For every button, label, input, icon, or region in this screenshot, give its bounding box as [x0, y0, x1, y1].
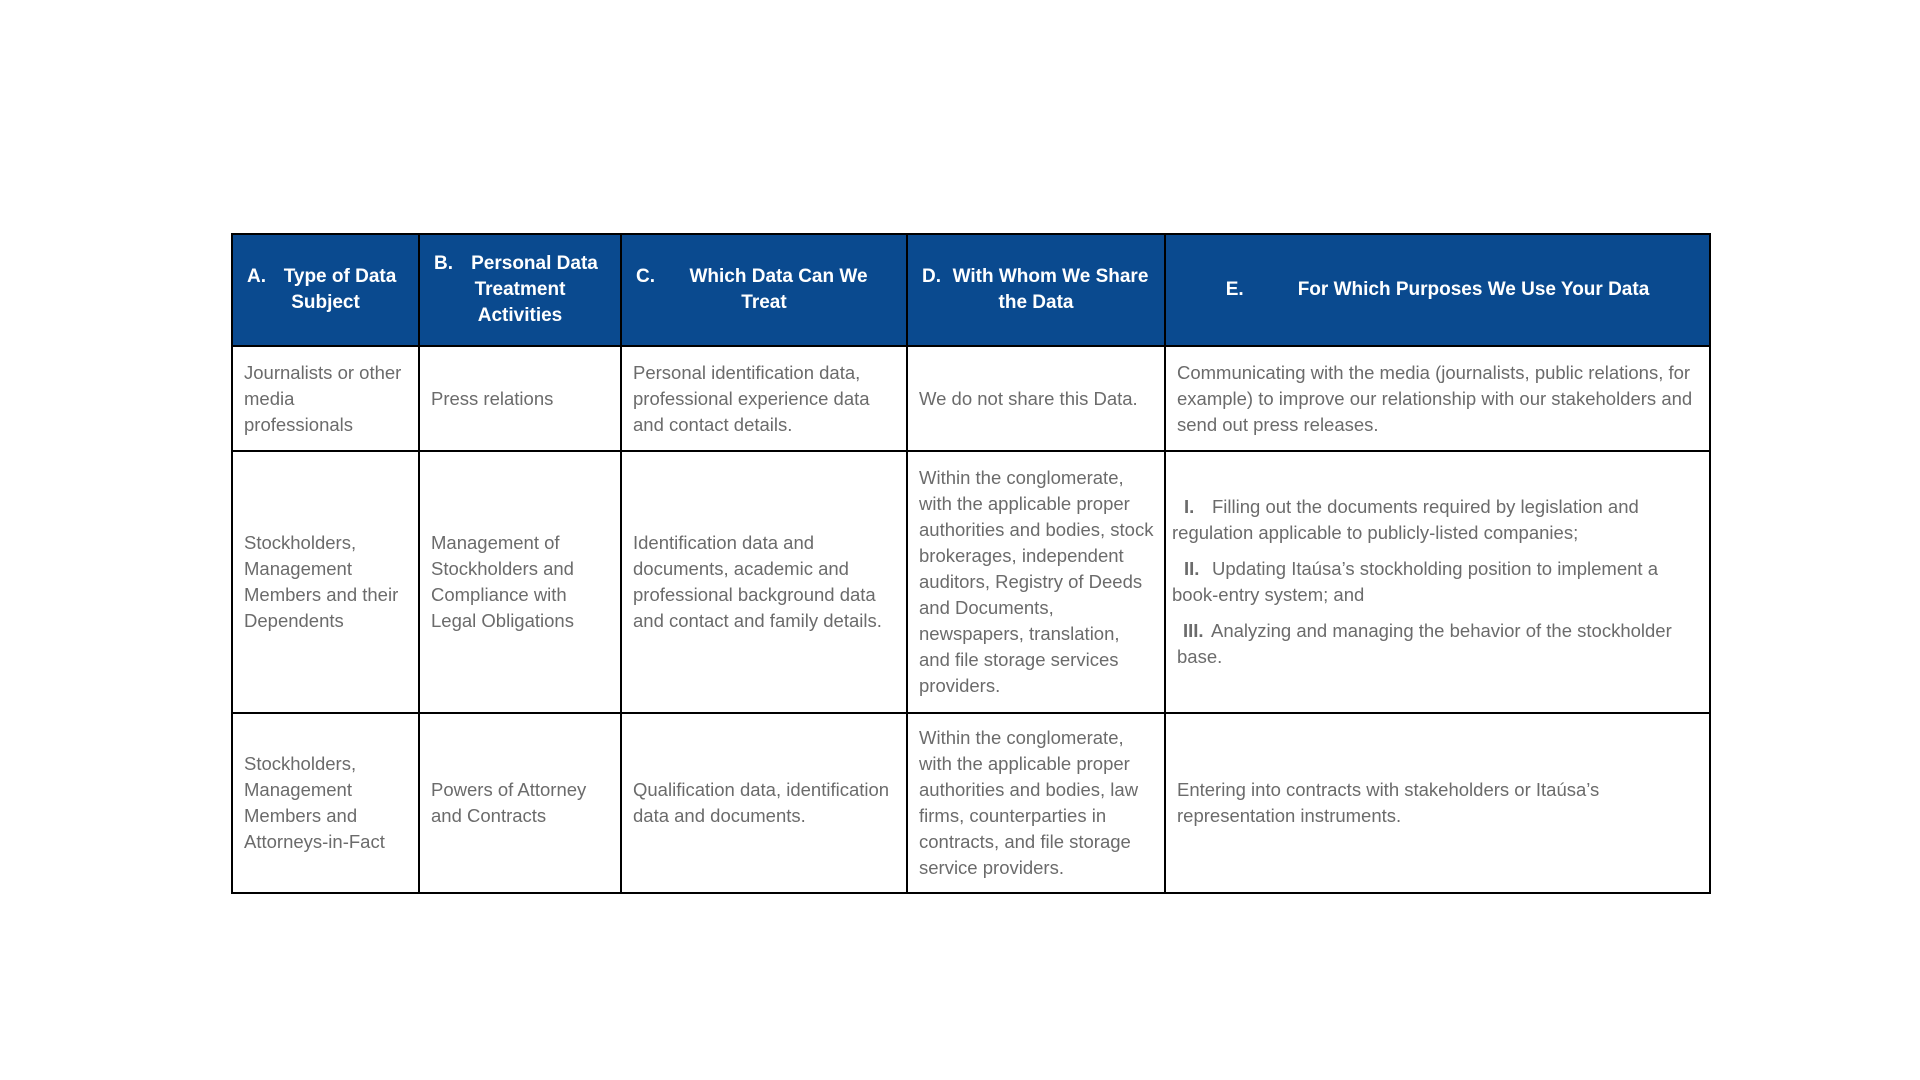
header-text: Personal Data Treatment Activities [471, 253, 598, 326]
header-data-treated [621, 234, 907, 346]
header-letter: D. [922, 266, 941, 287]
cell-purposes: Entering into contracts with stakeholders or Itaúsa’s representation instruments. [1165, 713, 1710, 893]
header-text: Which Data Can We Treat [689, 266, 868, 313]
table-row [232, 713, 1710, 893]
header-text: Type of Data Subject [283, 266, 397, 313]
data-treatment-table [231, 233, 1711, 894]
cell-activities: Press relations [419, 346, 621, 451]
list-numeral: I. [1184, 496, 1195, 517]
cell-purposes: Communicating with the media (journalists, public relations, for example) to improve our relationship with our stakeholders and send out press releases. [1165, 346, 1710, 451]
cell-activities: Powers of Attorney and Contracts [419, 713, 621, 893]
header-letter: C. [636, 266, 655, 287]
cell-data-treated: Qualification data, identification data and documents. [621, 713, 907, 893]
header-letter: A. [247, 266, 266, 287]
cell-data-treated: Personal identification data, professional experience data and contact details. [621, 346, 907, 451]
header-letter: E. [1225, 279, 1244, 300]
header-shared-with [907, 234, 1165, 346]
list-item [1172, 556, 1699, 608]
table-header-row [232, 234, 1710, 346]
header-data-subject [232, 234, 419, 346]
cell-data-treated: Identification data and documents, academic and professional background data and contact and family details. [621, 451, 907, 713]
list-item-text: Updating Itaúsa’s stockholding position to implement a book-entry system; and [1172, 558, 1658, 605]
list-numeral: III. [1183, 620, 1204, 641]
header-letter: B. [434, 253, 453, 274]
header-text: With Whom We Share the Data [952, 266, 1149, 313]
header-activities [419, 234, 621, 346]
cell-shared-with: Within the conglomerate, with the applicable proper authorities and bodies, stock brokerages, independent auditors, Registry of Deeds and Documents, newspapers, translation, and file storage services providers. [907, 451, 1165, 713]
list-item [1177, 618, 1699, 670]
list-item-text: Analyzing and managing the behavior of the stockholder base. [1177, 620, 1672, 667]
cell-activities: Management of Stockholders and Compliance with Legal Obligations [419, 451, 621, 713]
cell-data-subject: Stockholders, Management Members and Attorneys-in-Fact [232, 713, 419, 893]
list-item-text: Filling out the documents required by legislation and regulation applicable to publicly-listed companies; [1172, 496, 1639, 543]
cell-purposes [1165, 451, 1710, 713]
cell-shared-with: Within the conglomerate, with the applicable proper authorities and bodies, law firms, counterparties in contracts, and file storage service providers. [907, 713, 1165, 893]
list-item [1172, 494, 1699, 546]
cell-shared-with: We do not share this Data. [907, 346, 1165, 451]
header-text: For Which Purposes We Use Your Data [1297, 279, 1650, 300]
purpose-list [1172, 494, 1699, 670]
table-row [232, 346, 1710, 451]
header-purposes [1165, 234, 1710, 346]
list-numeral: II. [1184, 558, 1200, 579]
cell-data-subject: Stockholders, Management Members and their Dependents [232, 451, 419, 713]
cell-data-subject: Journalists or other media professionals [232, 346, 419, 451]
table-row [232, 451, 1710, 713]
